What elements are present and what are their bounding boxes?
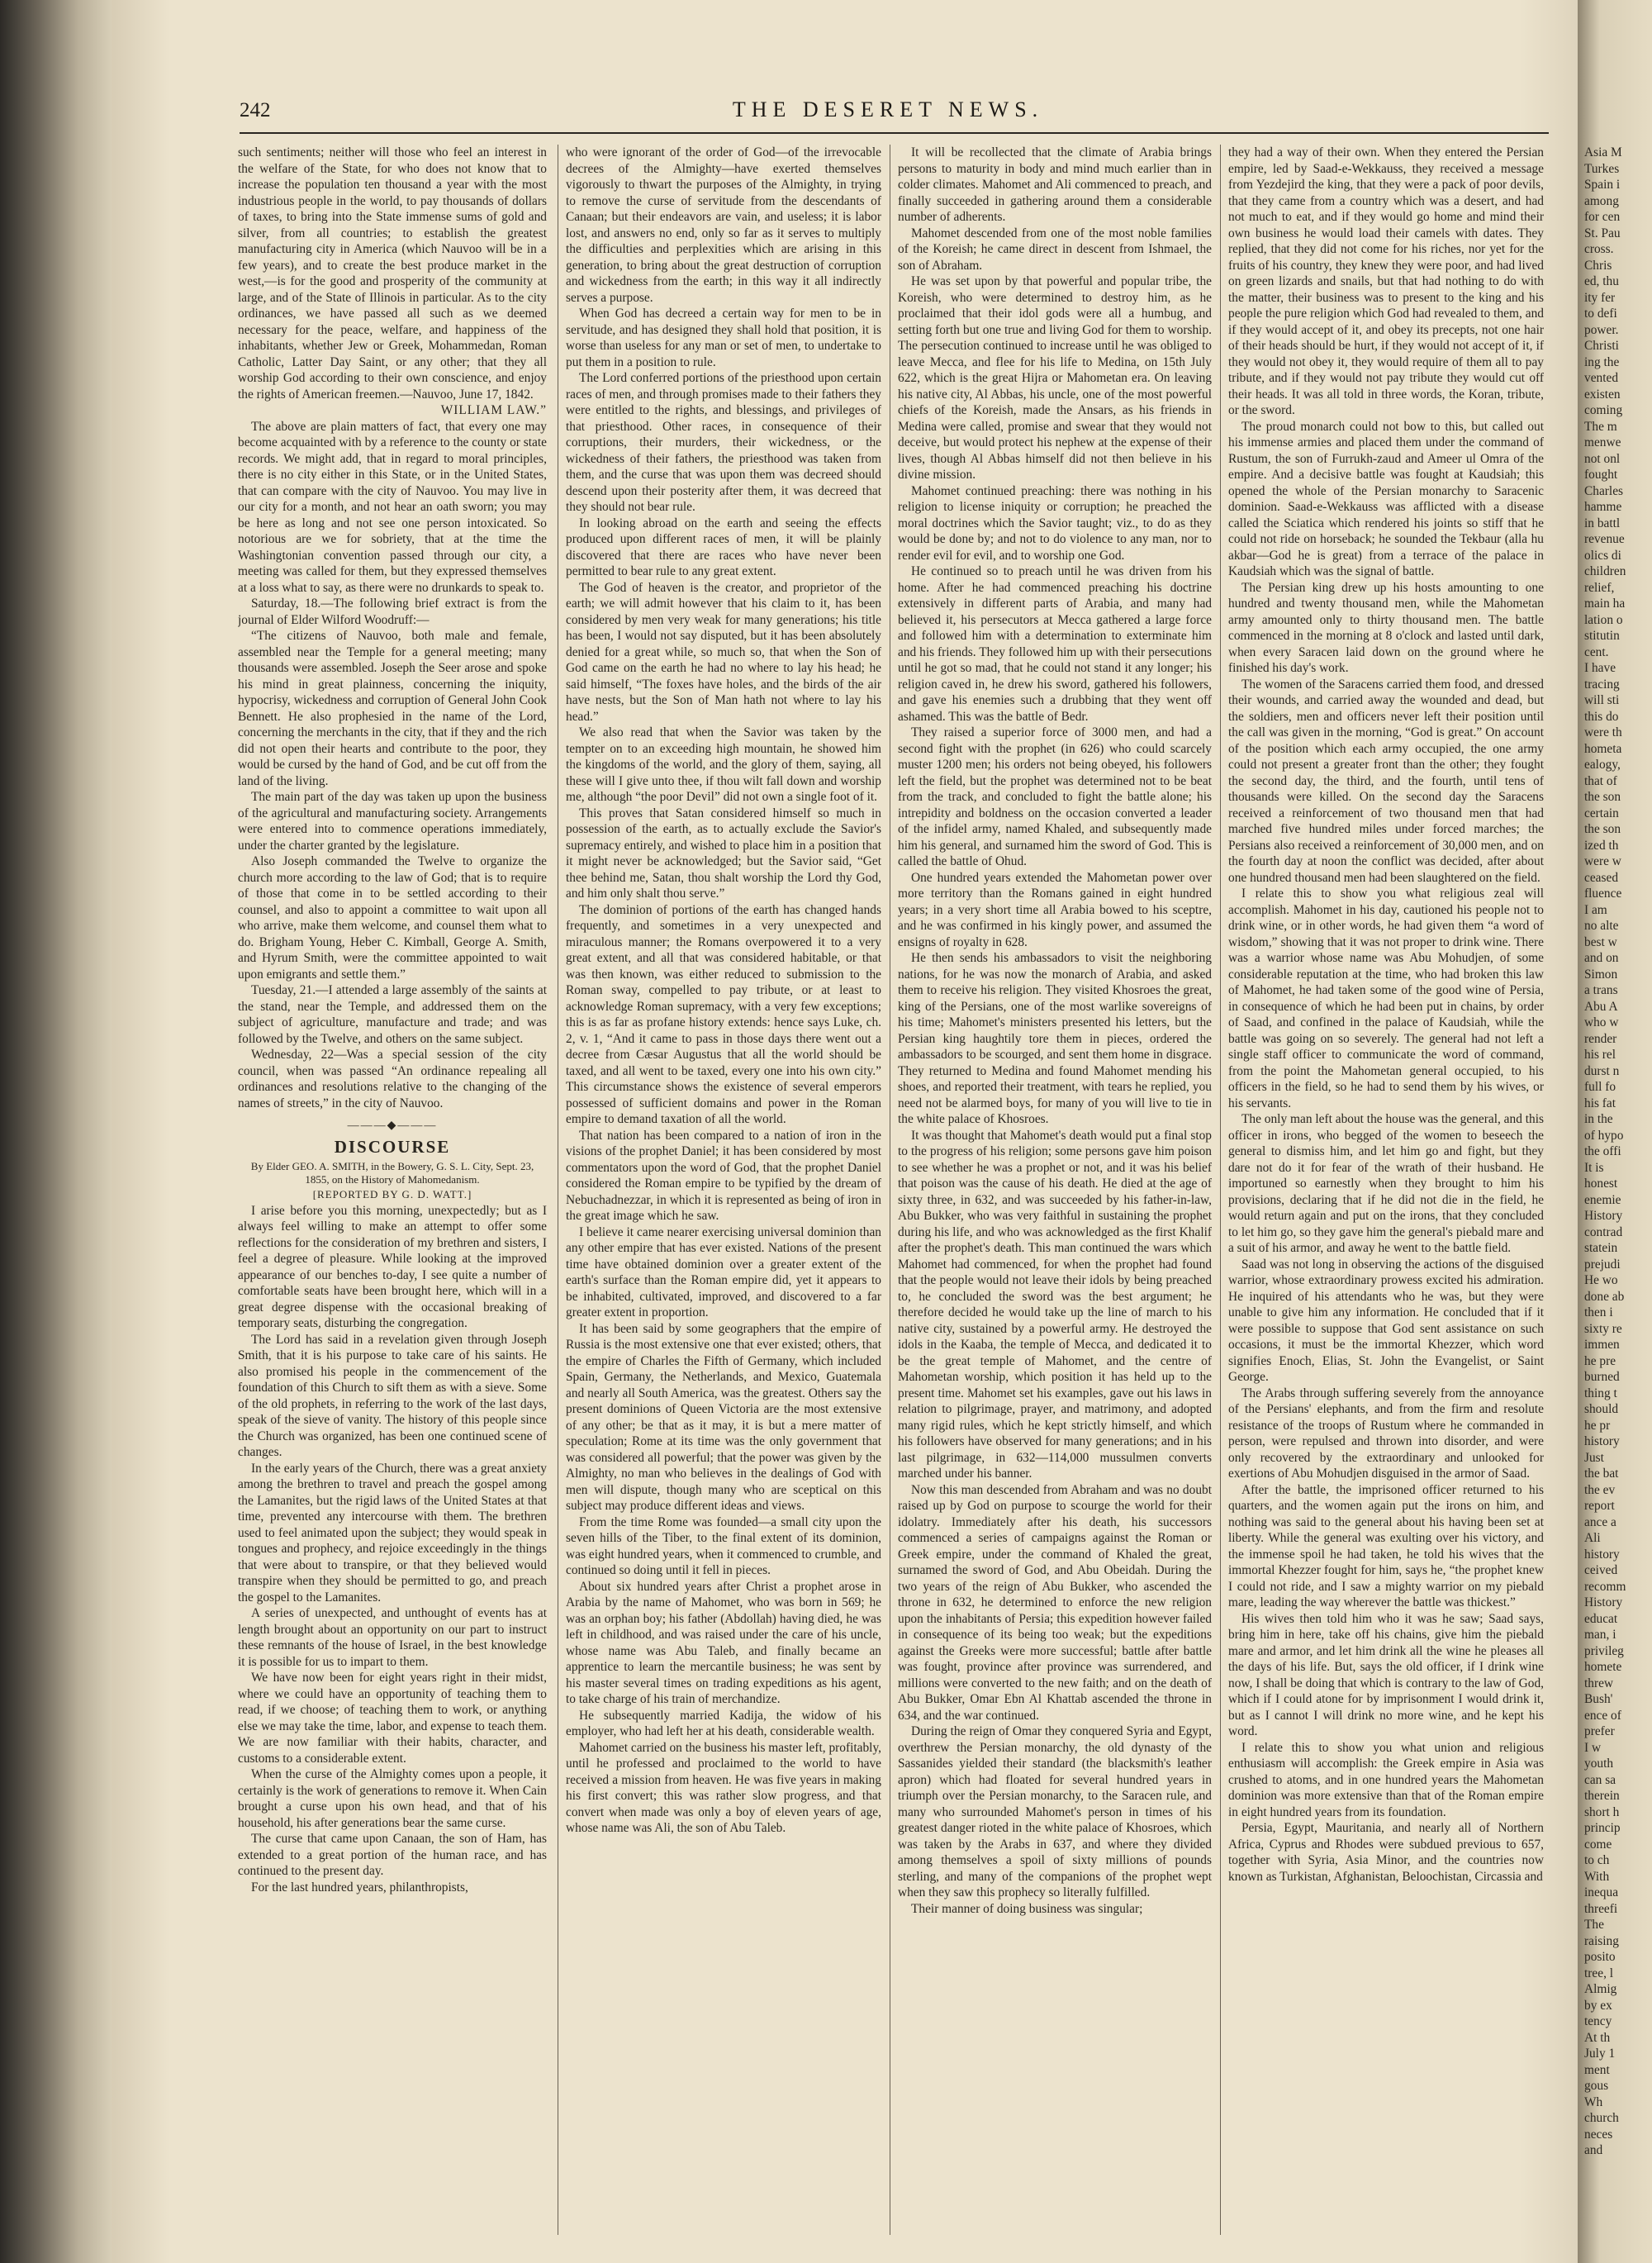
article-paragraph: For the last hundred years, philanthropists,	[251, 1880, 468, 1895]
facing-page-word: fought	[1584, 468, 1618, 482]
facing-page-word: report	[1584, 1499, 1615, 1513]
article-paragraph: In the early years of the Church, there was a great anxiety among the brethren to travel and preach the gospel among the Lamanites, but the rigid laws of the United States at that time, prevented any intercourse with them. The brethren used to feel animated upon the subject; they would speak in tongues and prophecy, and rejoice exceedingly in the things that were about to transpire, or that they believed would transpire when they should be permitted to go, and preach the gospel to the Lamanites.	[238, 1461, 547, 1605]
article-paragraph: Saad was not long in observing the actions of the disguised warrior, whose extraordinary prowess excited his admiration. He inquired of his attendants who he was, but they were unable to give him any information. He concluded that if it were possible to suppose that God sent assistance on such occasions, it must be the immortal Khezzer, which word signifies Enoch, Elias, St. John the Evangelist, or Saint George.	[1228, 1257, 1544, 1384]
facing-page-word: tency	[1584, 2014, 1612, 2028]
article-paragraph: He was set upon by that powerful and popular tribe, the Koreish, who were determined to destroy him, as he proclaimed that their idol gods were all a humbug, and setting forth but one true and living God for them to worship. The persecution continued to increase until he was obliged to leave Mecca, and flee for his life to Medina, on 15th July 622, which is the great Hijra or Mahometan era. On leaving his native city, Al Abbas, his uncle, one of the most powerful chiefs of the Koreish, made the Ansars, as his friends in Medina were called, promise and swear that they would not deceive, but would protect his nephew at the expense of their lives, though Al Abbas himself did not then believe in his divine mission.	[898, 274, 1212, 482]
facing-page-word: Spain i	[1584, 178, 1621, 192]
article-paragraph: The Lord conferred portions of the priesthood upon certain races of men, and through promises made to their fathers they were entitled to the rights, and blessings, and privileges of that priesthood. Other races, in consequence of their corruptions, their murders, their wickedness, or the wickedness of their fathers, the priesthood was taken from them, and the curse that was upon them was decreed should descend upon their posterity after them, it was decreed that they should not bear rule.	[566, 371, 881, 514]
facing-page-word: fluence	[1584, 887, 1622, 901]
facing-page-word: privileg	[1584, 1643, 1624, 1658]
facing-page-word: threw	[1584, 1676, 1614, 1690]
article-paragraph: The above are plain matters of fact, that every one may become acquainted with by a reference to the county or state records. We might add, that in regard to moral principles, there is no city either in this State, or in the United States, that can compare with the city of Nauvoo. You may live in our city for a month, and not hear an oath sworn; you may be here as long and not see one person intoxicated. So notorious are we for sobriety, that at the time the Washingtonian convention passed through our city, a meeting was called for them, but they expressed themselves at a loss what to say, as there were no drunkards to speak to.	[238, 419, 547, 595]
facing-page-word: church	[1584, 2111, 1619, 2125]
facing-page-word: short h	[1584, 1804, 1620, 1819]
article-paragraph: The Arabs through suffering severely from the annoyance of the Persians' elephants, and from the firm and resolute resistance of the troops of Rustum where he commanded in person, were repulsed and thrown into disorder, and were only recovered by the extraordinary and unlooked for exertions of Abu Mohudjen disguised in the armor of Saad.	[1228, 1386, 1544, 1481]
facing-page-word: youth	[1584, 1757, 1614, 1771]
article-paragraph: The women of the Saracens carried them food, and dressed their wounds, and carried away the wounded and dead, but the soldiers, men and officers never left their position until the call was given in the morning, “God is great.” On account of the position which each army occupied, the one army could not present a greater front than the other; they fought the second day, the third, and the fourth, until tens of thousands were killed. On the second day the Saracens received a reinforcement of two thousand men that had marched five hundred miles under forced marches; the Persians also received a reinforcement of 30,000 men, and on the fourth day at noon the conflict was decided, after about one hundred thousand men had been slaughtered on the field.	[1228, 677, 1544, 885]
facing-page-word: contrad	[1584, 1224, 1623, 1239]
facing-page-word: Just	[1584, 1450, 1604, 1465]
article-paragraph: He subsequently married Kadija, the widow of his employer, who had left her at his death, considerable wealth.	[566, 1708, 881, 1738]
article-paragraph: This proves that Satan considered himself so much in possession of the earth, as to actually exclude the Savior's supremacy entirely, and wished to place him in a position that it might never be acknowledged; but the Savior said, “Get thee behind me, Satan, thou shalt worship the Lord thy God, and him only shalt thou serve.”	[566, 806, 881, 901]
facing-page-word: St. Pau	[1584, 226, 1621, 240]
masthead-title: THE DESERET NEWS.	[732, 97, 1044, 121]
facing-page-word: Christi	[1584, 339, 1619, 353]
facing-page-word: tracing	[1584, 677, 1620, 692]
discourse-heading: DISCOURSE	[334, 1136, 451, 1157]
facing-page-word: thing t	[1584, 1386, 1617, 1400]
facing-page-edge	[1578, 0, 1652, 2263]
article-paragraph: The curse that came upon Canaan, the son of Ham, has extended to a great portion of the human race, and has continued to the present day.	[238, 1832, 547, 1878]
facing-page-word: Asia M	[1584, 145, 1622, 159]
facing-page-word: will sti	[1584, 693, 1620, 707]
header-rule	[240, 132, 1549, 134]
facing-page-word: Bush'	[1584, 1692, 1613, 1706]
discourse-byline: By Elder GEO. A. SMITH, in the Bowery, G. S. L. City, Sept. 23, 1855, on the History of Mahomedanism.	[250, 1160, 534, 1186]
facing-page-word: history	[1584, 1547, 1620, 1562]
facing-page-word: sixty re	[1584, 1321, 1622, 1336]
facing-page-word: educat	[1584, 1611, 1618, 1626]
facing-page-word: in the	[1584, 1112, 1613, 1126]
facing-page-word: therein	[1584, 1789, 1620, 1803]
facing-page-word: vented	[1584, 371, 1619, 385]
facing-page-word: can sa	[1584, 1772, 1616, 1787]
article-paragraph: Mahomet carried on the business his master left, profitably, until he professed and proclaimed to the world to have received a mission from heaven. He was five years in making his first convert; this was rather slow progress, and that convert when made was only a boy of eleven years of age, whose name was Ali, the son of Abu Taleb.	[566, 1740, 881, 1835]
article-paragraph: The main part of the day was taken up upon the business of the agricultural and manufacturing society. Arrangements were entered into to commence operations immediately, under the charter granted by the legislature.	[238, 790, 547, 853]
facing-page-word: done ab	[1584, 1289, 1625, 1304]
facing-page-word: princip	[1584, 1821, 1621, 1835]
book-binding-gutter	[0, 0, 112, 2263]
facing-page-word: History	[1584, 1209, 1623, 1223]
facing-page-word: posito	[1584, 1950, 1616, 1964]
article-paragraph: One hundred years extended the Mahometan power over more territory than the Romans gained in eight hundred years; in a very short time all Arabia bowed to his sceptre, and he was confirmed in his kingly power, and assumed the ensigns of royalty in 628.	[898, 870, 1212, 949]
facing-page-word: revenue	[1584, 532, 1625, 546]
facing-page-word: coming	[1584, 403, 1623, 417]
facing-page-word: The m	[1584, 419, 1617, 434]
facing-page-word: burned	[1584, 1370, 1620, 1384]
signature: WILLIAM LAW.”	[440, 403, 547, 417]
article-paragraph: When God has decreed a certain way for men to be in servitude, and has designed they shall hold that position, it is worse than useless for any man or set of men, to undertake to put them in a position to rule.	[566, 307, 881, 369]
section-divider: ———◆———	[347, 1120, 438, 1132]
facing-page-word: honest	[1584, 1177, 1618, 1191]
article-paragraph: The Persian king drew up his hosts amounting to one hundred and twenty thousand men, while the Mahometan army amounted only to thirty thousand men. The battle commenced in the morning at 8 o'clock and lasted until dark, when every Saracen laid down on the ground where he finished his day's work.	[1228, 580, 1544, 675]
facing-page-word: lation o	[1584, 612, 1623, 627]
facing-page-word: main ha	[1584, 597, 1626, 611]
article-paragraph: When the curse of the Almighty comes upon a people, it certainly is the work of generations to remove it. When Cain brought a curse upon his own head, and that of his household, his after generations bear the same curse.	[238, 1767, 547, 1830]
facing-page-word: cross.	[1584, 242, 1614, 256]
facing-page-word: and	[1584, 2143, 1603, 2157]
facing-page-word: to defi	[1584, 307, 1617, 321]
facing-page-text-fragments	[1578, 145, 1626, 2235]
facing-page-word: come	[1584, 1837, 1612, 1852]
facing-page-word: of hypo	[1584, 1128, 1624, 1143]
article-paragraph: They raised a superior force of 3000 men, and had a second fight with the prophet (in 626) who could scarcely muster 1200 men; his orders not being obeyed, his followers left the field, but the prophet was determined not to be beat from the track, and concluded to fight the battle alone; his intrepidity and boldness on the occasion converted a leader of the infidel army, named Khaled, and subsequently made him his general, and surnamed him the sword of God. This is called the battle of Ohud.	[898, 725, 1212, 868]
facing-page-word: He wo	[1584, 1273, 1618, 1287]
facing-page-word: At th	[1584, 2030, 1611, 2045]
facing-page-word: durst n	[1584, 1063, 1620, 1078]
article-paragraph: Also Joseph commanded the Twelve to organize the church more according to the law of God; that is to require of those that come in to be settled according to their counsel, and also to appoint a committee to wait upon all who arrive, make them welcome, and counsel them what to do. Brigham Young, Heber C. Kimball, George A. Smith, and Hyrum Smith, were the committee appointed to wait upon emigrants and settle them.”	[238, 854, 547, 982]
reported-by: [REPORTED BY G. D. WATT.]	[312, 1188, 472, 1200]
facing-page-word: to ch	[1584, 1853, 1610, 1867]
facing-page-word: certain	[1584, 806, 1619, 820]
facing-page-word: prejudi	[1584, 1257, 1621, 1272]
article-paragraph: It will be recollected that the climate of Arabia brings persons to maturity in body and mind much earlier than in colder climates. Mahomet and Ali commenced to preach, and finally succeeded in gathering around them a considerable number of adherents.	[898, 145, 1212, 224]
facing-page-word: his fat	[1584, 1096, 1616, 1110]
facing-page-word: and on	[1584, 951, 1619, 965]
facing-page-word: inequa	[1584, 1885, 1619, 1899]
facing-page-word: power.	[1584, 322, 1619, 337]
article-paragraph: Mahomet continued preaching: there was nothing in his religion to license iniquity or corruption; he preached the moral doctrines which the Savior taught; viz., to do as they would be done by; and not to do violence to any man, nor to render evil for evil, and to worship one God.	[898, 483, 1212, 563]
facing-page-word: menwe	[1584, 435, 1621, 449]
facing-page-word: stitutin	[1584, 629, 1620, 643]
article-paragraph: such sentiments; neither will those who feel an interest in the welfare of the State, for who does not know that to increase the population ten thousand a year with the most industrious people in the world, to pay thousands of dollars of taxes, to bring into the State immense sums of gold and silver, from all countries; to establish the greatest manufacturing city in America (which Nauvoo will be in a few years), and to create the best produce market in the west,—is for the good and prosperity of the community at large, and of the State of Illinois in particular. As to the city ordinances, we have passed all such as we deemed necessary for the peace, welfare, and happiness of the inhabitants, whether Jew or Greek, Mohammedan, Roman Catholic, Latter Day Saint, or any other; that they all worship God according to their own conscience, and enjoy the rights of American freemen.—Nauvoo, June 17, 1842.	[238, 145, 547, 402]
facing-page-word: I am	[1584, 902, 1607, 917]
article-paragraph: A series of unexpected, and unthought of events has at length brought about an opportunity on our part to instruct these remnants of the house of Israel, in the best knowledge it is possible for us to impart to them.	[238, 1606, 547, 1669]
facing-page-word: this do	[1584, 709, 1619, 724]
facing-page-word: best w	[1584, 934, 1617, 949]
facing-page-word: were w	[1584, 854, 1621, 868]
facing-page-word: cent.	[1584, 644, 1609, 659]
article-paragraph: The God of heaven is the creator, and proprietor of the earth; we will admit however that his claim to it, has been considered by men very weak for many generations; his title has been, I would not say disputed, but it has been absolutely denied for a great while, so much so, that when the Son of God came on the earth he had no where to lay his head; he said himself, “The foxes have holes, and the birds of the air have nests, but the Son of Man hath not where to lay his head.”	[566, 580, 881, 724]
facing-page-word: in battl	[1584, 516, 1621, 530]
facing-page-word: he pre	[1584, 1353, 1616, 1368]
facing-page-word: ceased	[1584, 870, 1619, 885]
column-1	[238, 145, 547, 2235]
article-paragraph: He continued so to preach until he was driven from his home. After he had commenced preaching his doctrine extensively in different parts of Arabia, and many had believed it, his persecutors at Mecca gathered a large force and followed him with a determination to exterminate him and his friends. They followed him up with their persecutions until he got so mad, that he could not stand it any longer; his religion caved in, he drew his sword, gathered his followers, and gave his enemies such a drubbing that they went off ashamed. This was the battle of Bedr.	[898, 564, 1212, 724]
facing-page-word: It is	[1584, 1160, 1604, 1175]
facing-page-word: With	[1584, 1869, 1610, 1884]
facing-page-word: Simon	[1584, 967, 1618, 982]
facing-page-word: history	[1584, 1434, 1620, 1448]
facing-page-word: olics di	[1584, 548, 1621, 563]
facing-page-word: among	[1584, 193, 1619, 208]
facing-page-word: I have	[1584, 661, 1616, 675]
article-paragraph: The proud monarch could not bow to this, but called out his immense armies and placed them under the command of Rustum, the son of Furrukh-zaud and Ameer ul Omra of the empire. And a decisive battle was fought at Kaudsiah; this opened the whole of the Persian monarchy to Saracenic dominion. Saad-e-Wekkauss was afflicted with a disease called the Sciatica which rendered his joints so stiff that he could not ride on horseback; he sounded the Tekbaur (alla hu akbar—God he is great) from a terrace of the palace in Kaudsiah which was the signal of battle.	[1228, 419, 1544, 578]
facing-page-word: the offi	[1584, 1144, 1621, 1158]
article-paragraph: About six hundred years after Christ a prophet arose in Arabia by the name of Mahomet, who was born in 569; he was an orphan boy; his father (Abdollah) having died, he was left in childhood, and was raised under the care of his uncle, whose name was Abu Taleb, and finally became an apprentice to learn the mercantile business; he was sent by his master several times on trading expeditions as his agent, to take charge of his train of merchandize.	[566, 1579, 881, 1706]
article-paragraph: Their manner of doing business was singular;	[911, 1901, 1143, 1916]
facing-page-word: Ali	[1584, 1531, 1601, 1545]
facing-page-word: prefer	[1584, 1724, 1615, 1738]
facing-page-word: tree, l	[1584, 1966, 1614, 1980]
facing-page-word: recomm	[1584, 1579, 1626, 1594]
facing-page-word: Turkes	[1584, 161, 1620, 176]
facing-page-word: hometa	[1584, 741, 1622, 756]
article-paragraph: I relate this to show you what union and religious enthusiasm will accomplish: the Greek empire in Asia was crushed to atoms, and in one hundred years the Mahometan dominion was more extensive than that of the Roman empire in eight hundred years from its foundation.	[1228, 1740, 1544, 1819]
article-paragraph: The dominion of portions of the earth has changed hands frequently, and sometimes in a very unexpected and miraculous manner; the Romans overpowered it to a very great extent, and all that was considered habitable, or that was then known, was either reduced to submission to the Roman sway, compelled to pay tribute, or at least to acknowledge Roman supremacy, with a very few exceptions; this is as far as profane history extends: hence says Luke, ch. 2, v. 1, “And it came to pass in those days there went out a decree from Cæsar Augustus that all the world should be taxed, and all went to be taxed, every one into his own city.” This circumstance shows the existence of several emperors possessed of sufficient domains and power in the Roman empire to demand taxation of all the world.	[566, 902, 881, 1126]
facing-page-word: man, i	[1584, 1628, 1616, 1642]
facing-page-word: neces	[1584, 2127, 1613, 2142]
facing-page-word: should	[1584, 1402, 1619, 1416]
article-paragraph: Now this man descended from Abraham and was no doubt raised up by God on purpose to scourge the world for their idolatry. Immediately after his death, his successors commenced a series of campaigns against the Roman or Greek empire, under the command of Khaled the great, surnamed the sword of God, and Abu Obeidah. During the two years of the reign of Abu Bukker, who ascended the throne in 632, he determined to enforce the new religion upon the inhabitants of Persia; this expedition however failed in consequence of its being too weak; but the expeditions against the Greeks were more successful; battle after battle was fought, province after province was surrendered, and millions were converted to the new faith; and on the death of Abu Bukker, Omar Ebn Al Khattab ascended the throne in 634, and the war continued.	[898, 1482, 1212, 1723]
facing-page-word: ence of	[1584, 1708, 1621, 1723]
facing-page-word: were th	[1584, 725, 1622, 739]
facing-page-word: ing the	[1584, 354, 1620, 369]
article-paragraph: We have now been for eight years right in their midst, where we could have an opportunity of teaching them to read, if we choose; of teaching them to work, or anything else we may take the time, labor, and expense to teach them. We are now familiar with their habits, character, and customs to a considerable extent.	[238, 1671, 547, 1766]
facing-page-word: no alte	[1584, 919, 1619, 933]
facing-page-word: ment	[1584, 2062, 1610, 2077]
article-paragraph: Persia, Egypt, Mauritania, and nearly all of Northern Africa, Cyprus and Rhodes were subdued previous to 657, together with Syria, Asia Minor, and the countries now known as Turkistan, Afghanistan, Beloochistan, Circassia and	[1228, 1821, 1544, 1884]
column-2	[566, 145, 881, 2235]
facing-page-word: hamme	[1584, 500, 1622, 514]
facing-page-word: July 1	[1584, 2047, 1616, 2061]
facing-page-word: raising	[1584, 1933, 1619, 1948]
facing-page-word: render	[1584, 1031, 1617, 1046]
article-paragraph: I relate this to show you what religious zeal will accomplish. Mahomet in his day, cautioned his people not to drink wine, or in other words, he had given them “a word of wisdom,” showing that it was not proper to drink wine. There was a warrior whose name was Abu Mohudjen, of some considerable reputation at the time, who had broken this law of Mahomet, he had taken some of the good wine of Persia, in consequence of which he had been put in chains, by order of Saad, and confined in the palace of Kaudsiah, while the battle was going on so severely. The general had not left a single staff officer to communicate the word of command, from the point the Mahometan general occupied, to his officers in the field, so he had to send them by his wives, or his servants.	[1228, 887, 1544, 1110]
article-paragraph: The Lord has said in a revelation given through Joseph Smith, that it is his purpose to take care of his saints. He also promised his people in the commencement of the foundation of this Church to sift them as with a sieve. Some of the old prophets, in referring to the work of the last days, speak of the sieve of vanity. The history of this people since the Church was organized, has been one continued scene of changes.	[238, 1332, 547, 1459]
facing-page-word: I w	[1584, 1740, 1602, 1755]
facing-page-word: ized th	[1584, 838, 1619, 853]
facing-page-word: who w	[1584, 1015, 1619, 1029]
facing-page-word: full fo	[1584, 1080, 1616, 1094]
page-header	[132, 97, 1536, 131]
page-number: 242	[240, 99, 271, 121]
column-3	[898, 145, 1212, 2235]
facing-page-word: Chris	[1584, 258, 1612, 273]
article-paragraph: “The citizens of Nauvoo, both male and female, assembled near the Temple for a general meeting; many thousands were assembled. Joseph the Seer arose and spoke his mind in great plainness, concerning the iniquity, hypocrisy, wickedness and corruption of General John Cook Bennett. He also prophesied in the name of the Lord, concerning the merchants in the city, that if they and the rich did not open their hearts and contribute to the poor, they would be cursed by the hand of God, and be cut off from the land of the living.	[238, 629, 547, 788]
facing-page-word: statein	[1584, 1241, 1618, 1255]
article-paragraph: who were ignorant of the order of God—of the irrevocable decrees of the Almighty—have exerted themselves vigorously to thwart the purposes of the Almighty, in trying to remove the curse of servitude from the descendants of Canaan; but their endeavors are vain, and useless; it is labor lost, and answers no end, only so far as it serves to multiply the difficulties and perplexities which are arising in this generation, to bring about the great destruction of corruption and wickedness from the earth; in this way it all indirectly serves a purpose.	[566, 145, 881, 305]
article-paragraph: His wives then told him who it was he saw; Saad says, bring him in here, take off his chains, give him the piebald mare and armor, and let him drink all the wine he pleases all the days of his life. But, says the old officer, if I drink wine now, I shall be doing that which is contrary to the law of God, which if I could atone for by imprisonment I would drink it, but as I cannot I will drink no more wine, and he kept his word.	[1228, 1611, 1544, 1738]
article-paragraph: Wednesday, 22—Was a special session of the city council, when was passed “An ordinance repealing all ordinances and resolutions relative to the changing of the names of streets,” in the city of Nauvoo.	[238, 1048, 547, 1110]
article-paragraph: That nation has been compared to a nation of iron in the visions of the prophet Daniel; it has been considered by most commentators upon the word of God, that the prophet Daniel considered the Roman empire to be typified by the dream of Nebuchadnezzar, in which it is represented as being of iron in the great image which he saw.	[566, 1128, 881, 1223]
facing-page-word: by ex	[1584, 1998, 1612, 2013]
facing-page-word: the bat	[1584, 1467, 1619, 1481]
facing-page-word: threefi	[1584, 1901, 1618, 1916]
facing-page-word: ealogy,	[1584, 758, 1621, 772]
article-paragraph: He then sends his ambassadors to visit the neighboring nations, for he was now the monarch of Arabia, and asked them to receive his religion. They visited Khosroes the great, king of the Persians, one of the most warlike sovereigns of his time; Mahomet's ministers presented his letters, but the Persian king haughtily tore them in pieces, ordered the ambassadors to be scourged, and sent them home in disgrace. They returned to Medina and found Mahomet mending his shoes, and reported their treatment, with tears he replied, you need not be alarmed boys, for many of you will live to tie in the white palace of Khosroes.	[898, 951, 1212, 1126]
facing-page-word: he pr	[1584, 1418, 1611, 1433]
article-paragraph: It has been said by some geographers that the empire of Russia is the most extensive one that ever existed; others, that the empire of Charles the Fifth of Germany, which included Spain, Germany, the Netherlands, and Mexico, Guatemala and nearly all South America, was the greatest. Others say the present dominions of Queen Victoria are the most extensive of any other; be that as it may, it is but a mere matter of speculation; Rome at its time was the only government that was considered all powerful; that the power was given by the Almighty, no man who believes in the dealings of God with men will dispute, though many who are sceptical on this subject may produce different ideas and views.	[566, 1321, 881, 1513]
facing-page-word: for cen	[1584, 210, 1621, 224]
facing-page-word: then i	[1584, 1305, 1613, 1319]
article-paragraph: Mahomet descended from one of the most noble families of the Koreish; he came direct in descent from Ishmael, the son of Abraham.	[898, 226, 1212, 273]
facing-page-word: Abu A	[1584, 999, 1618, 1014]
article-paragraph: From the time Rome was founded—a small city upon the seven hills of the Tiber, to the final extent of its dominion, was eight hundred years, when it commenced to crumble, and continued so doing until it fell in pieces.	[566, 1514, 881, 1577]
facing-page-word: a trans	[1584, 983, 1618, 997]
facing-page-word: the son	[1584, 822, 1621, 836]
article-paragraph: The only man left about the house was the general, and this officer in irons, who begged of the women to beseech the general to dismiss him, and let him go and fight, but they dare not do it for fear of the wrath of their husband. He importuned so earnestly when they brought to him his provisions, declaring that if he did not die in the field, he would return again and put on the irons, that they concluded to let him go, so they gave him the general's piebald mare and a suit of his armor, and away he went to the battle field.	[1228, 1112, 1544, 1255]
facing-page-word: existen	[1584, 387, 1621, 402]
facing-page-word: The	[1584, 1918, 1604, 1932]
facing-page-word: children	[1584, 564, 1626, 578]
article-paragraph: they had a way of their own. When they entered the Persian empire, led by Saad-e-Wekkauss, they received a message from Yezdejird the king, that they were a pack of poor devils, that they came from a country which was a desert, and had not much to eat, and if they would go home and mind their own business he would load their camels with dates. They replied, that they did not come for his riches, nor yet for the fruits of his country, they knew they were poor, and had lived on green lizards and snails, but that had nothing to do with the matter, their business was to present to the king and his people the pure religion which God had revealed to them, and if they would accept of it, and obey its precepts, not one hair of their heads should be hurt, if they would not accept of it, if they would not obey it, they would require of them all to pay tribute, and if they would not pay tribute they would cut off their heads. It was all told in three words, the Koran, tribute, or the sword.	[1228, 145, 1544, 417]
facing-page-word: the son	[1584, 790, 1621, 804]
facing-page-word: immen	[1584, 1338, 1620, 1352]
facing-page-word: Wh	[1584, 2094, 1603, 2109]
article-paragraph: I believe it came nearer exercising universal dominion than any other empire that has ever existed. Nations of the present time have obtained dominion over a greater extent of the earth's surface than the Roman empire did, yet it appears to be inhabited, cultivated, improved, and discovered to a far greater extent in proportion.	[566, 1224, 881, 1319]
facing-page-word: ity fer	[1584, 290, 1616, 305]
column-4	[1228, 145, 1544, 2235]
facing-page-word: that of	[1584, 773, 1617, 788]
article-paragraph: In looking abroad on the earth and seeing the effects produced upon different races of men, it will be plainly discovered that there are races who have never been permitted to bear rule to any great extent.	[566, 516, 881, 578]
facing-page-word: ceived	[1584, 1563, 1618, 1577]
facing-page-word: not onl	[1584, 451, 1621, 466]
article-paragraph: Saturday, 18.—The following brief extract is from the journal of Elder Wilford Woodruff:—	[238, 597, 547, 627]
facing-page-word: the ev	[1584, 1482, 1616, 1497]
facing-page-word: gous	[1584, 2079, 1609, 2093]
article-paragraph: After the battle, the imprisoned officer returned to his quarters, and the women again put the irons on him, and nothing was said to the general about his having been set at liberty. While the general was exulting over his victory, and the immense spoil he had taken, he told his wives that the immortal Khezzer fought for him, says he, “the prophet knew I could not ride, and I saw a mighty warrior on my piebald mare, leading the way wherever the battle was thickest.”	[1228, 1482, 1544, 1609]
article-paragraph: It was thought that Mahomet's death would put a final stop to the progress of his religion; some persons gave him poison to see whether he was a prophet or not, and it was his belief that poison was the cause of his death. He died at the age of sixty three, in 632, and was succeeded by his father-in-law, Abu Bukker, who was very faithful in sustaining the prophet during his life, and who was acknowledged as the first Khalif after the prophet's death. This man continued the wars which Mahomet had commenced, for when the prophet had found that the people would not leave their idols by being preached to, he concluded the sword was the best argument; he therefore decided he would take up the line of march to his native city, sustained by a powerful army. He destroyed the idols in the Kaaba, the temple of Mecca, and dedicated it to be the great temple of Mahomet, and the centre of Mahometan worship, which position it has held up to the present time. Mahomet set his examples, gave out his laws in relation to pilgrimage, prayer, and matrimony, and adopted many rigid rules, which he kept strictly himself, and which his followers have observed for many generations; and in his last pilgrimage, in 632—114,000 mussulmen converts marched under his banner.	[898, 1128, 1212, 1481]
facing-page-word: his rel	[1584, 1048, 1616, 1062]
facing-page-word: relief,	[1584, 580, 1615, 595]
article-paragraph: Tuesday, 21.—I attended a large assembly of the saints at the stand, near the Temple, and addressed them on the subject of agriculture, manufacture and trade; and was followed by the Twelve, and others on the same subject.	[238, 983, 547, 1046]
article-paragraph: During the reign of Omar they conquered Syria and Egypt, overthrew the Persian monarchy, the old dynasty of the Sassanides yielded their standard (the blacksmith's leather apron) which had floated for several hundred years in triumph over the Persian monarchy, to the Saracen rule, and many who surrounded Mahomet's person in times of his greatest danger rioted in the white palace of Khosroes, which was taken by the Arabs in 637, and where they divided among themselves a spoil of sixty millions of pounds sterling, and many of the companions of the prophet wept when they saw this prophecy so literally fulfilled.	[898, 1724, 1212, 1899]
facing-page-word: ed, thu	[1584, 274, 1619, 288]
facing-page-word: enemie	[1584, 1192, 1621, 1207]
facing-page-word: History	[1584, 1595, 1623, 1609]
article-paragraph: We also read that when the Savior was taken by the tempter on to an exceeding high mountain, he showed him the kingdoms of the world, and the glory of them, saying, all these will I give unto thee, if thou wilt fall down and worship me, although “the poor Devil” did not own a single foot of it.	[566, 725, 881, 804]
facing-page-word: ance a	[1584, 1514, 1616, 1529]
article-paragraph: I arise before you this morning, unexpectedly; but as I always feel willing to make an attempt to offer some reflections for the consideration of my brethren and sisters, I feel a degree of pleasure. While looking at the improved appearance of our benches to-day, I see quite a number of comfortable seats have been brought here, which will in a great degree dispense with the occasional breaking of temporary seats, disturbing the congregation.	[238, 1203, 547, 1330]
facing-page-word: Charles	[1584, 483, 1624, 498]
facing-page-word: homete	[1584, 1660, 1622, 1674]
facing-page-word: Almig	[1584, 1982, 1617, 1996]
column-separator	[1220, 145, 1221, 2235]
